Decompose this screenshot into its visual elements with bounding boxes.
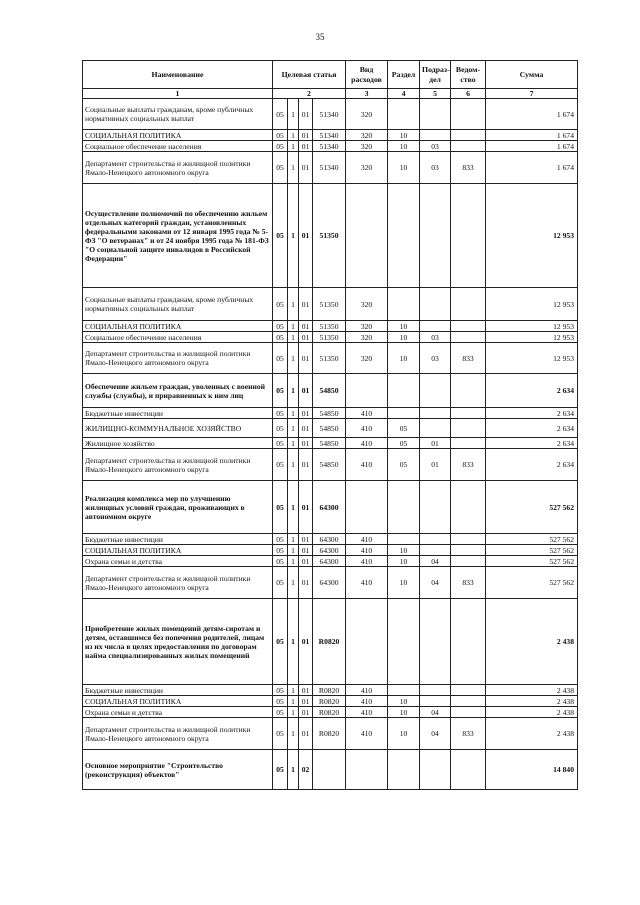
table-row [83,685,578,696]
amount-cell: 527 562 [486,567,578,599]
header-sum: Сумма [486,61,578,89]
target-direction-cell: 51350 [313,288,346,321]
column-number: 1 [83,89,273,99]
target-program-cell: 05 [273,374,288,408]
target-subprogram-cell: 1 [288,332,299,343]
expense-type-cell: 410 [346,696,388,707]
section-cell [388,599,420,685]
section-cell: 10 [388,718,420,750]
amount-cell: 527 562 [486,556,578,567]
target-event-cell: 01 [299,408,313,419]
department-cell [451,438,486,449]
row-name-cell: ЖИЛИЩНО-КОММУНАЛЬНОЕ ХОЗЯЙСТВО [83,419,273,438]
section-cell: 10 [388,545,420,556]
department-cell [451,545,486,556]
row-name-cell: СОЦИАЛЬНАЯ ПОЛИТИКА [83,130,273,141]
target-subprogram-cell: 1 [288,556,299,567]
department-cell [451,408,486,419]
column-number: 6 [451,89,486,99]
subsection-cell: 03 [420,332,451,343]
target-subprogram-cell: 1 [288,152,299,184]
subsection-cell [420,374,451,408]
expense-type-cell: 410 [346,685,388,696]
section-cell [388,685,420,696]
target-subprogram-cell: 1 [288,374,299,408]
table-header-row [83,61,578,89]
row-name-cell: Департамент строительства и жилищной политики Ямало-Ненецкого автономного округа [83,343,273,374]
department-cell [451,99,486,130]
target-subprogram-cell: 1 [288,288,299,321]
amount-cell: 12 953 [486,332,578,343]
table-row [83,481,578,534]
row-name-cell: Департамент строительства и жилищной политики Ямало-Ненецкого автономного округа [83,718,273,750]
target-event-cell: 01 [299,321,313,332]
column-number: 3 [346,89,388,99]
subsection-cell [420,419,451,438]
target-subprogram-cell: 1 [288,599,299,685]
amount-cell: 14 840 [486,750,578,790]
department-cell [451,750,486,790]
target-direction-cell: 51350 [313,343,346,374]
section-cell [388,99,420,130]
expense-type-cell: 320 [346,141,388,152]
target-event-cell: 02 [299,750,313,790]
target-program-cell: 05 [273,343,288,374]
table-row [83,707,578,718]
target-direction-cell: 64300 [313,567,346,599]
target-program-cell: 05 [273,534,288,545]
target-program-cell: 05 [273,599,288,685]
target-subprogram-cell: 1 [288,408,299,419]
target-subprogram-cell: 1 [288,130,299,141]
target-event-cell: 01 [299,567,313,599]
row-name-cell: СОЦИАЛЬНАЯ ПОЛИТИКА [83,696,273,707]
subsection-cell [420,750,451,790]
subsection-cell [420,99,451,130]
subsection-cell [420,321,451,332]
target-subprogram-cell: 1 [288,321,299,332]
column-number: 5 [420,89,451,99]
target-event-cell: 01 [299,343,313,374]
header-department: Ведом-ство [451,61,486,89]
section-cell [388,184,420,288]
target-subprogram-cell: 1 [288,481,299,534]
subsection-cell [420,685,451,696]
subsection-cell [420,288,451,321]
subsection-cell: 03 [420,152,451,184]
amount-cell: 1 674 [486,141,578,152]
target-program-cell: 05 [273,556,288,567]
amount-cell: 2 438 [486,599,578,685]
section-cell: 10 [388,152,420,184]
expense-type-cell [346,750,388,790]
department-cell [451,685,486,696]
section-cell: 10 [388,130,420,141]
subsection-cell [420,599,451,685]
target-program-cell: 05 [273,152,288,184]
table-row [83,99,578,130]
table-row [83,152,578,184]
target-program-cell: 05 [273,321,288,332]
target-event-cell: 01 [299,438,313,449]
target-direction-cell: 51340 [313,152,346,184]
target-program-cell: 05 [273,288,288,321]
expense-type-cell: 320 [346,321,388,332]
target-subprogram-cell: 1 [288,567,299,599]
subsection-cell: 03 [420,343,451,374]
subsection-cell: 01 [420,438,451,449]
target-program-cell: 05 [273,750,288,790]
target-event-cell: 01 [299,599,313,685]
section-cell: 10 [388,567,420,599]
section-cell: 10 [388,343,420,374]
target-program-cell: 05 [273,718,288,750]
target-direction-cell: R0820 [313,685,346,696]
amount-cell: 2 634 [486,374,578,408]
department-cell [451,374,486,408]
subsection-cell: 01 [420,449,451,481]
table-row [83,750,578,790]
subsection-cell [420,534,451,545]
amount-cell: 2 634 [486,408,578,419]
target-direction-cell: 54850 [313,438,346,449]
target-subprogram-cell: 1 [288,718,299,750]
expense-type-cell [346,184,388,288]
section-cell [388,481,420,534]
target-program-cell: 05 [273,184,288,288]
amount-cell: 12 953 [486,184,578,288]
subsection-cell [420,481,451,534]
department-cell [451,332,486,343]
table-row [83,449,578,481]
target-direction-cell [313,750,346,790]
row-name-cell: Социальное обеспечение населения [83,141,273,152]
amount-cell: 1 674 [486,130,578,141]
department-cell [451,288,486,321]
table-row [83,567,578,599]
row-name-cell: Реализация комплекса мер по улучшению жилищных условий граждан, проживающих в автономном округе [83,481,273,534]
row-name-cell: Социальное обеспечение населения [83,332,273,343]
target-event-cell: 01 [299,130,313,141]
amount-cell: 2 438 [486,685,578,696]
target-subprogram-cell: 1 [288,184,299,288]
expense-type-cell: 410 [346,408,388,419]
target-program-cell: 05 [273,332,288,343]
target-program-cell: 05 [273,545,288,556]
subsection-cell: 04 [420,556,451,567]
header-subsection: Подраз-дел [420,61,451,89]
expense-type-cell: 410 [346,718,388,750]
department-cell [451,419,486,438]
amount-cell: 1 674 [486,99,578,130]
table-column-number-row [83,89,578,99]
row-name-cell: Департамент строительства и жилищной политики Ямало-Ненецкого автономного округа [83,152,273,184]
table-row [83,534,578,545]
target-direction-cell: 54850 [313,408,346,419]
expense-type-cell: 320 [346,99,388,130]
target-direction-cell: 51350 [313,321,346,332]
amount-cell: 2 438 [486,696,578,707]
header-name: Наименование [83,61,273,89]
department-cell [451,481,486,534]
column-number: 2 [273,89,346,99]
section-cell: 05 [388,449,420,481]
amount-cell: 12 953 [486,288,578,321]
target-event-cell: 01 [299,288,313,321]
subsection-cell: 04 [420,707,451,718]
subsection-cell [420,545,451,556]
department-cell: 833 [451,343,486,374]
amount-cell: 527 562 [486,534,578,545]
section-cell [388,750,420,790]
table-row [83,718,578,750]
target-direction-cell: R0820 [313,696,346,707]
expense-type-cell [346,599,388,685]
target-event-cell: 01 [299,718,313,750]
target-event-cell: 01 [299,696,313,707]
header-expense-type: Вид расходов [346,61,388,89]
table-row [83,374,578,408]
department-cell [451,556,486,567]
subsection-cell [420,130,451,141]
amount-cell: 2 438 [486,718,578,750]
header-target-article: Целевая статья [273,61,346,89]
table-row [83,321,578,332]
department-cell [451,534,486,545]
section-cell: 10 [388,707,420,718]
expense-type-cell: 410 [346,545,388,556]
target-event-cell: 01 [299,419,313,438]
section-cell: 10 [388,556,420,567]
target-program-cell: 05 [273,696,288,707]
target-program-cell: 05 [273,130,288,141]
target-direction-cell: R0820 [313,707,346,718]
department-cell [451,599,486,685]
target-program-cell: 05 [273,449,288,481]
amount-cell: 1 674 [486,152,578,184]
target-direction-cell: 54850 [313,449,346,481]
expense-type-cell: 410 [346,438,388,449]
section-cell: 05 [388,419,420,438]
table-row [83,184,578,288]
expense-type-cell: 410 [346,556,388,567]
row-name-cell: Департамент строительства и жилищной политики Ямало-Ненецкого автономного округа [83,567,273,599]
target-direction-cell: 51350 [313,184,346,288]
target-direction-cell: R0820 [313,599,346,685]
table-row [83,696,578,707]
table-row [83,288,578,321]
target-subprogram-cell: 1 [288,419,299,438]
expense-type-cell: 410 [346,419,388,438]
target-program-cell: 05 [273,481,288,534]
section-cell: 10 [388,321,420,332]
target-program-cell: 05 [273,685,288,696]
row-name-cell: Социальные выплаты гражданам, кроме публичных нормативных социальных выплат [83,99,273,130]
table-row [83,556,578,567]
table-row [83,130,578,141]
target-direction-cell: 51340 [313,141,346,152]
table-row [83,408,578,419]
target-subprogram-cell: 1 [288,685,299,696]
target-program-cell: 05 [273,408,288,419]
expense-type-cell: 410 [346,534,388,545]
target-direction-cell: 64300 [313,556,346,567]
target-event-cell: 01 [299,184,313,288]
target-program-cell: 05 [273,567,288,599]
subsection-cell: 04 [420,718,451,750]
target-event-cell: 01 [299,534,313,545]
department-cell [451,321,486,332]
table-row [83,343,578,374]
target-direction-cell: 51340 [313,130,346,141]
target-event-cell: 01 [299,99,313,130]
table-row [83,438,578,449]
target-direction-cell: 51340 [313,99,346,130]
subsection-cell [420,696,451,707]
target-subprogram-cell: 1 [288,750,299,790]
subsection-cell: 03 [420,141,451,152]
row-name-cell: Охрана семьи и детства [83,707,273,718]
row-name-cell: Охрана семьи и детства [83,556,273,567]
target-program-cell: 05 [273,99,288,130]
amount-cell: 2 634 [486,449,578,481]
row-name-cell: Социальные выплаты гражданам, кроме публичных нормативных социальных выплат [83,288,273,321]
section-cell [388,534,420,545]
table-row [83,599,578,685]
target-program-cell: 05 [273,707,288,718]
section-cell: 10 [388,141,420,152]
target-direction-cell: 64300 [313,534,346,545]
target-direction-cell: 51350 [313,332,346,343]
expense-type-cell: 320 [346,152,388,184]
target-subprogram-cell: 1 [288,438,299,449]
target-direction-cell: 64300 [313,481,346,534]
row-name-cell: Обеспечение жильем граждан, уволенных с военной службы (службы), и приравненных к ним лиц [83,374,273,408]
amount-cell: 12 953 [486,343,578,374]
department-cell [451,696,486,707]
target-subprogram-cell: 1 [288,707,299,718]
subsection-cell [420,184,451,288]
target-event-cell: 01 [299,332,313,343]
row-name-cell: СОЦИАЛЬНАЯ ПОЛИТИКА [83,321,273,332]
amount-cell: 527 562 [486,481,578,534]
target-program-cell: 05 [273,419,288,438]
target-event-cell: 01 [299,141,313,152]
target-subprogram-cell: 1 [288,141,299,152]
amount-cell: 12 953 [486,321,578,332]
subsection-cell: 04 [420,567,451,599]
subsection-cell [420,408,451,419]
target-direction-cell: 54850 [313,374,346,408]
amount-cell: 2 438 [486,707,578,718]
section-cell [388,288,420,321]
department-cell [451,707,486,718]
budget-table [82,60,578,790]
row-name-cell: Основное мероприятие "Строительство (реконструкция) объектов" [83,750,273,790]
row-name-cell: Осуществление полномочий по обеспечению жильем отдельных категорий граждан, установленных федеральными законами от 12 января 1995 года № 5-ФЗ "О ветеранах" и от 24 ноября 1995 года № 181-ФЗ "О социальной защите инвалидов в Российской Федерации" [83,184,273,288]
target-event-cell: 01 [299,152,313,184]
target-event-cell: 01 [299,545,313,556]
table-row [83,545,578,556]
department-cell: 833 [451,567,486,599]
expense-type-cell: 320 [346,130,388,141]
department-cell: 833 [451,718,486,750]
target-event-cell: 01 [299,707,313,718]
expense-type-cell [346,481,388,534]
expense-type-cell: 320 [346,288,388,321]
column-number: 4 [388,89,420,99]
target-event-cell: 01 [299,481,313,534]
row-name-cell: Бюджетные инвестиции [83,685,273,696]
expense-type-cell: 320 [346,343,388,374]
table-row [83,141,578,152]
target-direction-cell: R0820 [313,718,346,750]
expense-type-cell [346,374,388,408]
expense-type-cell: 410 [346,449,388,481]
table-row [83,419,578,438]
department-cell: 833 [451,449,486,481]
row-name-cell: Приобретение жилых помещений детям-сиротам и детям, оставшимся без попечения родителей, лицам из их числа в целях предоставления по договорам найма специализированных жилых помещений [83,599,273,685]
page-number: 35 [315,32,325,42]
target-event-cell: 01 [299,685,313,696]
target-subprogram-cell: 1 [288,99,299,130]
table-body [83,99,578,790]
section-cell: 10 [388,696,420,707]
section-cell [388,374,420,408]
section-cell: 10 [388,332,420,343]
header-section: Раздел [388,61,420,89]
expense-type-cell: 410 [346,567,388,599]
target-subprogram-cell: 1 [288,449,299,481]
department-cell [451,184,486,288]
row-name-cell: СОЦИАЛЬНАЯ ПОЛИТИКА [83,545,273,556]
target-direction-cell: 64300 [313,545,346,556]
target-event-cell: 01 [299,449,313,481]
target-program-cell: 05 [273,141,288,152]
target-subprogram-cell: 1 [288,343,299,374]
row-name-cell: Департамент строительства и жилищной политики Ямало-Ненецкого автономного округа [83,449,273,481]
column-number: 7 [486,89,578,99]
expense-type-cell: 320 [346,332,388,343]
amount-cell: 527 562 [486,545,578,556]
row-name-cell: Бюджетные инвестиции [83,534,273,545]
department-cell [451,130,486,141]
department-cell [451,141,486,152]
target-direction-cell: 54850 [313,419,346,438]
table-row [83,332,578,343]
target-event-cell: 01 [299,556,313,567]
expense-type-cell: 410 [346,707,388,718]
target-subprogram-cell: 1 [288,534,299,545]
amount-cell: 2 634 [486,438,578,449]
row-name-cell: Жилищное хозяйство [83,438,273,449]
target-subprogram-cell: 1 [288,696,299,707]
target-subprogram-cell: 1 [288,545,299,556]
row-name-cell: Бюджетные инвестиции [83,408,273,419]
target-program-cell: 05 [273,438,288,449]
target-event-cell: 01 [299,374,313,408]
section-cell: 05 [388,438,420,449]
amount-cell: 2 634 [486,419,578,438]
section-cell [388,408,420,419]
department-cell: 833 [451,152,486,184]
